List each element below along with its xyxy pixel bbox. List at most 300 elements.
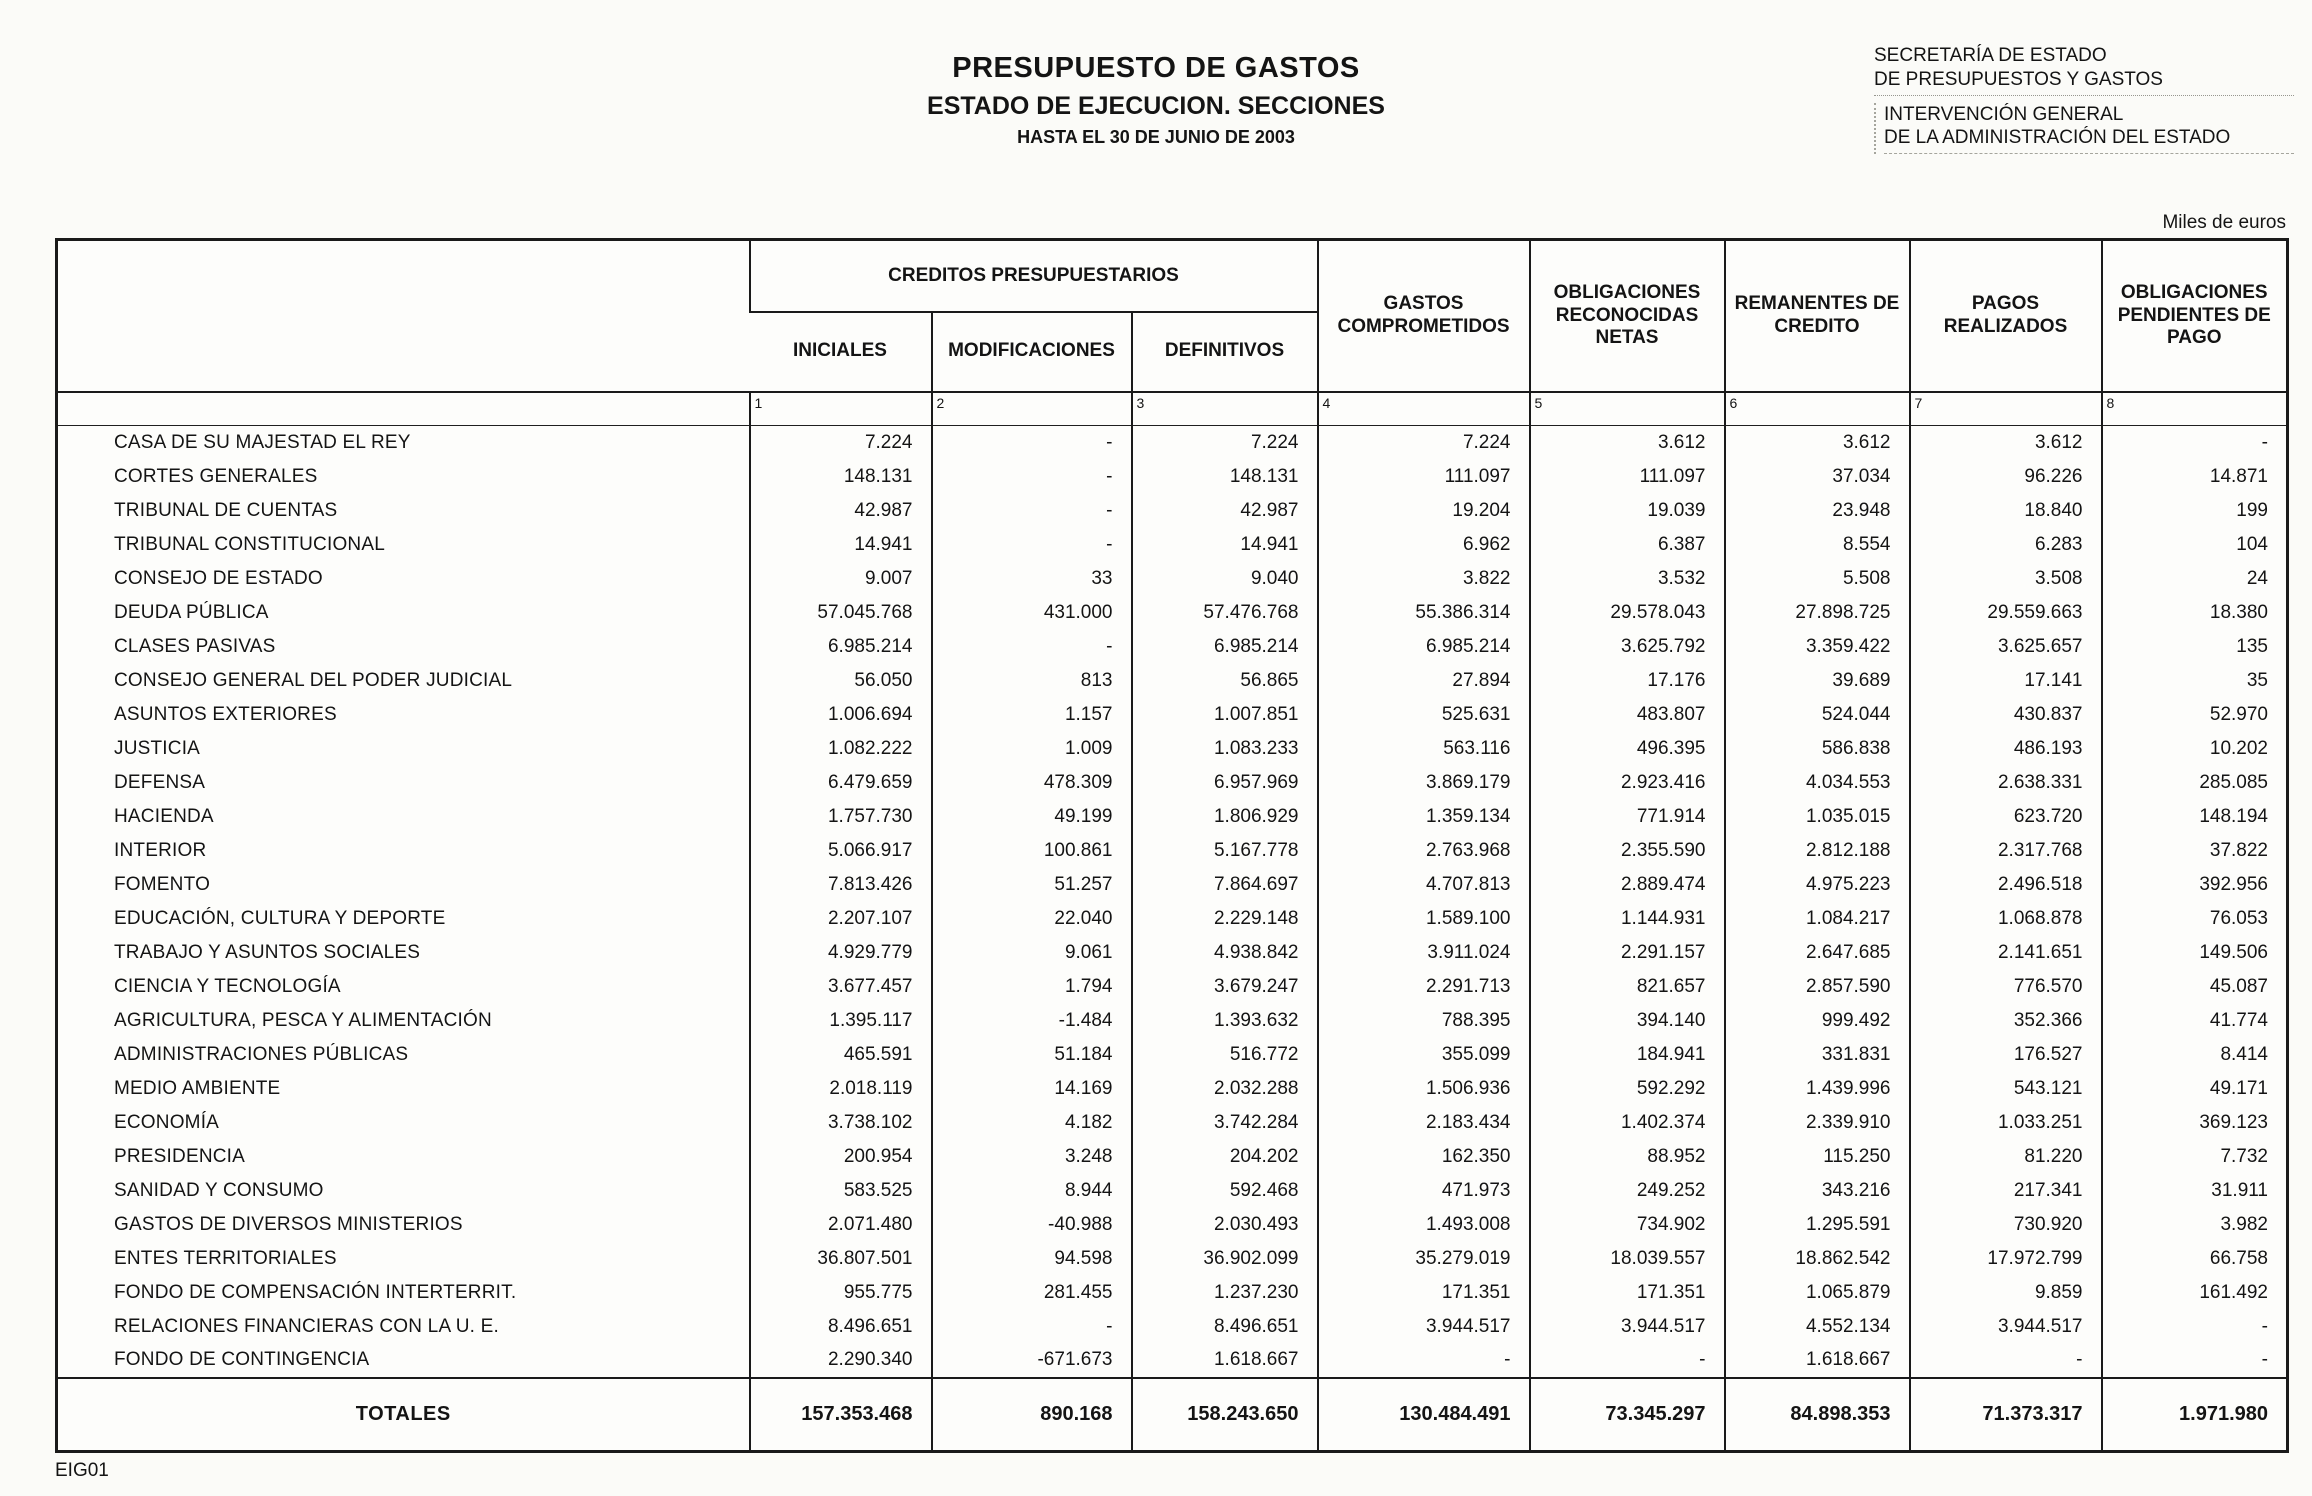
value-cell: 115.250 (1725, 1140, 1910, 1174)
value-cell: 813 (932, 664, 1132, 698)
page-title: PRESUPUESTO DE GASTOS (952, 52, 1360, 84)
value-cell: 14.941 (750, 528, 932, 562)
value-cell: 430.837 (1910, 698, 2102, 732)
table-row (57, 426, 2288, 460)
value-cell: 2.355.590 (1530, 834, 1725, 868)
table-row (57, 1276, 2288, 1310)
value-cell: 9.061 (932, 936, 1132, 970)
value-cell: 14.871 (2102, 460, 2288, 494)
value-cell: 4.034.553 (1725, 766, 1910, 800)
value-cell: - (2102, 426, 2288, 460)
value-cell: 369.123 (2102, 1106, 2288, 1140)
totals-value: 73.345.297 (1530, 1378, 1725, 1452)
value-cell: 35 (2102, 664, 2288, 698)
value-cell: 3.911.024 (1318, 936, 1530, 970)
section-name: CONSEJO DE ESTADO (114, 567, 323, 589)
value-cell: 148.131 (750, 460, 932, 494)
table-row (57, 562, 2288, 596)
value-cell: 394.140 (1530, 1004, 1725, 1038)
section-name: TRIBUNAL DE CUENTAS (114, 499, 338, 521)
value-cell: - (1318, 1344, 1530, 1378)
value-cell: 176.527 (1910, 1038, 2102, 1072)
value-cell: 96.226 (1910, 460, 2102, 494)
value-cell: 3.612 (1530, 426, 1725, 460)
value-cell: 999.492 (1725, 1004, 1910, 1038)
value-cell: 1.007.851 (1132, 698, 1318, 732)
value-cell: 4.182 (932, 1106, 1132, 1140)
value-cell: 6.985.214 (1318, 630, 1530, 664)
value-cell: - (932, 528, 1132, 562)
column-number: 3 (1132, 392, 1318, 426)
value-cell: 734.902 (1530, 1208, 1725, 1242)
value-cell: 2.291.157 (1530, 936, 1725, 970)
value-cell: 2.317.768 (1910, 834, 2102, 868)
value-cell: 623.720 (1910, 800, 2102, 834)
value-cell: 29.559.663 (1910, 596, 2102, 630)
value-cell: 57.476.768 (1132, 596, 1318, 630)
value-cell: 5.167.778 (1132, 834, 1318, 868)
value-cell: 730.920 (1910, 1208, 2102, 1242)
value-cell: - (932, 1310, 1132, 1344)
value-cell: 9.040 (1132, 562, 1318, 596)
value-cell: 955.775 (750, 1276, 932, 1310)
value-cell: 217.341 (1910, 1174, 2102, 1208)
value-cell: 35.279.019 (1318, 1242, 1530, 1276)
value-cell: 249.252 (1530, 1174, 1725, 1208)
value-cell: 821.657 (1530, 970, 1725, 1004)
table-body (57, 426, 2288, 1378)
value-cell: 27.894 (1318, 664, 1530, 698)
value-cell: 3.944.517 (1318, 1310, 1530, 1344)
value-cell: 1.618.667 (1132, 1344, 1318, 1378)
section-name: PRESIDENCIA (114, 1145, 246, 1167)
value-cell: 17.176 (1530, 664, 1725, 698)
value-cell: 471.973 (1318, 1174, 1530, 1208)
header-group-row (57, 240, 2288, 312)
value-cell: 3.982 (2102, 1208, 2288, 1242)
section-name: FOMENTO (114, 873, 211, 895)
value-cell: 285.085 (2102, 766, 2288, 800)
value-cell: 355.099 (1318, 1038, 1530, 1072)
value-cell: 3.738.102 (750, 1106, 932, 1140)
column-number: 2 (932, 392, 1132, 426)
value-cell: 3.248 (932, 1140, 1132, 1174)
value-cell: 37.822 (2102, 834, 2288, 868)
section-name: TRIBUNAL CONSTITUCIONAL (114, 533, 385, 555)
value-cell: 7.864.697 (1132, 868, 1318, 902)
agency-line-1: SECRETARÍA DE ESTADO (1874, 45, 2107, 66)
table-row (57, 494, 2288, 528)
value-cell: 148.194 (2102, 800, 2288, 834)
value-cell: 1.009 (932, 732, 1132, 766)
value-cell: 184.941 (1530, 1038, 1725, 1072)
section-name: CONSEJO GENERAL DEL PODER JUDICIAL (114, 669, 513, 691)
value-cell: 18.380 (2102, 596, 2288, 630)
value-cell: 483.807 (1530, 698, 1725, 732)
table-row (57, 1072, 2288, 1106)
value-cell: 18.840 (1910, 494, 2102, 528)
value-cell: 1.144.931 (1530, 902, 1725, 936)
section-column-header (57, 240, 750, 392)
value-cell: 7.224 (1318, 426, 1530, 460)
value-cell: 2.229.148 (1132, 902, 1318, 936)
table-row (57, 630, 2288, 664)
table-row (57, 596, 2288, 630)
agency-sub-block (1874, 103, 2294, 155)
value-cell: 1.794 (932, 970, 1132, 1004)
table-row (57, 664, 2288, 698)
value-cell: 6.957.969 (1132, 766, 1318, 800)
value-cell: 204.202 (1132, 1140, 1318, 1174)
column-header-definitivos: DEFINITIVOS (1132, 312, 1318, 392)
value-cell: 9.007 (750, 562, 932, 596)
value-cell: 543.121 (1910, 1072, 2102, 1106)
value-cell: 51.257 (932, 868, 1132, 902)
value-cell: 4.929.779 (750, 936, 932, 970)
table-row (57, 1208, 2288, 1242)
value-cell: 200.954 (750, 1140, 932, 1174)
value-cell: 1.083.233 (1132, 732, 1318, 766)
value-cell: 3.677.457 (750, 970, 932, 1004)
value-cell: 56.865 (1132, 664, 1318, 698)
column-header-modificaciones: MODIFICACIONES (932, 312, 1132, 392)
value-cell: 4.938.842 (1132, 936, 1318, 970)
section-name: CLASES PASIVAS (114, 635, 276, 657)
section-name: ECONOMÍA (114, 1111, 220, 1133)
value-cell: 111.097 (1530, 460, 1725, 494)
page-subtitle: ESTADO DE EJECUCION. SECCIONES (927, 92, 1385, 120)
value-cell: 496.395 (1530, 732, 1725, 766)
value-cell: 6.283 (1910, 528, 2102, 562)
value-cell: 2.923.416 (1530, 766, 1725, 800)
value-cell: 2.889.474 (1530, 868, 1725, 902)
value-cell: 352.366 (1910, 1004, 2102, 1038)
column-number-row (57, 392, 2288, 426)
table-row (57, 698, 2288, 732)
value-cell: 36.807.501 (750, 1242, 932, 1276)
value-cell: 1.757.730 (750, 800, 932, 834)
value-cell: 29.578.043 (1530, 596, 1725, 630)
value-cell: 4.707.813 (1318, 868, 1530, 902)
column-header-iniciales: INICIALES (750, 312, 932, 392)
value-cell: 1.084.217 (1725, 902, 1910, 936)
totals-value: 158.243.650 (1132, 1378, 1318, 1452)
value-cell: 2.071.480 (750, 1208, 932, 1242)
table-row (57, 1174, 2288, 1208)
value-cell: 161.492 (2102, 1276, 2288, 1310)
value-cell: 2.763.968 (1318, 834, 1530, 868)
value-cell: 57.045.768 (750, 596, 932, 630)
value-cell: 1.589.100 (1318, 902, 1530, 936)
value-cell: - (932, 460, 1132, 494)
value-cell: 583.525 (750, 1174, 932, 1208)
value-cell: 7.224 (1132, 426, 1318, 460)
column-header-gastos-comprometidos: GASTOS COMPROMETIDOS (1318, 240, 1530, 392)
value-cell: 1.295.591 (1725, 1208, 1910, 1242)
value-cell: 94.598 (932, 1242, 1132, 1276)
value-cell: 3.625.792 (1530, 630, 1725, 664)
value-cell: 171.351 (1318, 1276, 1530, 1310)
value-cell: 2.647.685 (1725, 936, 1910, 970)
value-cell: 9.859 (1910, 1276, 2102, 1310)
value-cell: 10.202 (2102, 732, 2288, 766)
column-header-obligaciones-pendientes: OBLIGACIONES PENDIENTES DE PAGO (2102, 240, 2288, 392)
totals-value: 890.168 (932, 1378, 1132, 1452)
section-name: ASUNTOS EXTERIORES (114, 703, 337, 725)
totals-value: 71.373.317 (1910, 1378, 2102, 1452)
column-header-remanentes: REMANENTES DE CREDITO (1725, 240, 1910, 392)
value-cell: 39.689 (1725, 664, 1910, 698)
section-name: AGRICULTURA, PESCA Y ALIMENTACIÓN (114, 1009, 492, 1031)
value-cell: 3.625.657 (1910, 630, 2102, 664)
value-cell: 14.941 (1132, 528, 1318, 562)
value-cell: 3.944.517 (1530, 1310, 1725, 1344)
section-name: GASTOS DE DIVERSOS MINISTERIOS (114, 1213, 463, 1235)
value-cell: 1.393.632 (1132, 1004, 1318, 1038)
section-name: CASA DE SU MAJESTAD EL REY (114, 431, 411, 453)
value-cell: 1.618.667 (1725, 1344, 1910, 1378)
totals-value: 157.353.468 (750, 1378, 932, 1452)
budget-table (55, 238, 2289, 1453)
value-cell: - (2102, 1310, 2288, 1344)
value-cell: 22.040 (932, 902, 1132, 936)
section-name: ENTES TERRITORIALES (114, 1247, 337, 1269)
value-cell: 31.911 (2102, 1174, 2288, 1208)
value-cell: 8.496.651 (750, 1310, 932, 1344)
value-cell: 2.032.288 (1132, 1072, 1318, 1106)
table-row (57, 936, 2288, 970)
table-row (57, 970, 2288, 1004)
totals-row (57, 1378, 2288, 1452)
totals-value: 130.484.491 (1318, 1378, 1530, 1452)
section-name: TRABAJO Y ASUNTOS SOCIALES (114, 941, 421, 963)
value-cell: - (932, 494, 1132, 528)
value-cell: 135 (2102, 630, 2288, 664)
value-cell: 3.822 (1318, 562, 1530, 596)
section-name: CORTES GENERALES (114, 465, 318, 487)
section-name: INTERIOR (114, 839, 207, 861)
table-row (57, 460, 2288, 494)
value-cell: 1.506.936 (1318, 1072, 1530, 1106)
value-cell: 1.359.134 (1318, 800, 1530, 834)
value-cell: 4.552.134 (1725, 1310, 1910, 1344)
table-row (57, 1140, 2288, 1174)
value-cell: 6.962 (1318, 528, 1530, 562)
table-row (57, 1344, 2288, 1378)
title-block (656, 52, 1656, 148)
value-cell: 1.068.878 (1910, 902, 2102, 936)
value-cell: 525.631 (1318, 698, 1530, 732)
value-cell: 2.857.590 (1725, 970, 1910, 1004)
value-cell: 1.493.008 (1318, 1208, 1530, 1242)
value-cell: 7.732 (2102, 1140, 2288, 1174)
value-cell: 5.066.917 (750, 834, 932, 868)
column-number: 7 (1910, 392, 2102, 426)
value-cell: 2.638.331 (1910, 766, 2102, 800)
value-cell: 3.944.517 (1910, 1310, 2102, 1344)
value-cell: 51.184 (932, 1038, 1132, 1072)
agency-line-3: INTERVENCIÓN GENERAL (1884, 103, 2124, 125)
table-row (57, 834, 2288, 868)
value-cell: 788.395 (1318, 1004, 1530, 1038)
value-cell: 19.039 (1530, 494, 1725, 528)
value-cell: 3.612 (1725, 426, 1910, 460)
value-cell: 27.898.725 (1725, 596, 1910, 630)
value-cell: 33 (932, 562, 1132, 596)
value-cell: 3.742.284 (1132, 1106, 1318, 1140)
value-cell: 111.097 (1318, 460, 1530, 494)
value-cell: 2.018.119 (750, 1072, 932, 1106)
value-cell: 1.033.251 (1910, 1106, 2102, 1140)
value-cell: 42.987 (750, 494, 932, 528)
table-row (57, 732, 2288, 766)
section-name: CIENCIA Y TECNOLOGÍA (114, 975, 341, 997)
section-name: RELACIONES FINANCIERAS CON LA U. E. (114, 1315, 499, 1337)
value-cell: -671.673 (932, 1344, 1132, 1378)
value-cell: 6.387 (1530, 528, 1725, 562)
value-cell: 49.171 (2102, 1072, 2288, 1106)
value-cell: 8.554 (1725, 528, 1910, 562)
value-cell: 1.402.374 (1530, 1106, 1725, 1140)
value-cell: 2.339.910 (1725, 1106, 1910, 1140)
value-cell: 1.237.230 (1132, 1276, 1318, 1310)
section-name: FONDO DE CONTINGENCIA (114, 1349, 370, 1370)
value-cell: 81.220 (1910, 1140, 2102, 1174)
value-cell: 8.414 (2102, 1038, 2288, 1072)
column-number: 5 (1530, 392, 1725, 426)
value-cell: 2.291.713 (1318, 970, 1530, 1004)
value-cell: 3.869.179 (1318, 766, 1530, 800)
section-name: DEFENSA (114, 771, 206, 793)
value-cell: 18.862.542 (1725, 1242, 1910, 1276)
value-cell: 1.006.694 (750, 698, 932, 732)
value-cell: 478.309 (932, 766, 1132, 800)
value-cell: 2.290.340 (750, 1344, 932, 1378)
column-number-blank (57, 392, 750, 426)
totals-label: TOTALES (57, 1378, 750, 1452)
value-cell: 563.116 (1318, 732, 1530, 766)
value-cell: 5.508 (1725, 562, 1910, 596)
section-name: SANIDAD Y CONSUMO (114, 1179, 324, 1201)
value-cell: 281.455 (932, 1276, 1132, 1310)
value-cell: 8.496.651 (1132, 1310, 1318, 1344)
value-cell: - (932, 630, 1132, 664)
table-row (57, 1004, 2288, 1038)
column-number: 4 (1318, 392, 1530, 426)
form-code: EIG01 (55, 1460, 109, 1481)
value-cell: 1.439.996 (1725, 1072, 1910, 1106)
table-row (57, 528, 2288, 562)
value-cell: 1.395.117 (750, 1004, 932, 1038)
value-cell: 104 (2102, 528, 2288, 562)
value-cell: 8.944 (932, 1174, 1132, 1208)
value-cell: 199 (2102, 494, 2288, 528)
value-cell: 52.970 (2102, 698, 2288, 732)
table-row (57, 1242, 2288, 1276)
value-cell: 41.774 (2102, 1004, 2288, 1038)
value-cell: 3.359.422 (1725, 630, 1910, 664)
value-cell: 465.591 (750, 1038, 932, 1072)
agency-line-4: DE LA ADMINISTRACIÓN DEL ESTADO (1884, 126, 2294, 154)
value-cell: 36.902.099 (1132, 1242, 1318, 1276)
value-cell: 1.065.879 (1725, 1276, 1910, 1310)
section-name: ADMINISTRACIONES PÚBLICAS (114, 1043, 409, 1065)
value-cell: 1.082.222 (750, 732, 932, 766)
value-cell: 18.039.557 (1530, 1242, 1725, 1276)
value-cell: 6.479.659 (750, 766, 932, 800)
value-cell: 55.386.314 (1318, 596, 1530, 630)
section-name: DEUDA PÚBLICA (114, 601, 269, 623)
value-cell: 7.224 (750, 426, 932, 460)
value-cell: 6.985.214 (1132, 630, 1318, 664)
value-cell: 2.207.107 (750, 902, 932, 936)
value-cell: - (2102, 1344, 2288, 1378)
column-number: 8 (2102, 392, 2288, 426)
value-cell: -40.988 (932, 1208, 1132, 1242)
value-cell: 171.351 (1530, 1276, 1725, 1310)
table-row (57, 1106, 2288, 1140)
value-cell: 392.956 (2102, 868, 2288, 902)
value-cell: 3.612 (1910, 426, 2102, 460)
column-header-pagos-realizados: PAGOS REALIZADOS (1910, 240, 2102, 392)
column-number: 1 (750, 392, 932, 426)
value-cell: 1.157 (932, 698, 1132, 732)
value-cell: 42.987 (1132, 494, 1318, 528)
value-cell: 524.044 (1725, 698, 1910, 732)
value-cell: 776.570 (1910, 970, 2102, 1004)
value-cell: 486.193 (1910, 732, 2102, 766)
totals-value: 1.971.980 (2102, 1378, 2288, 1452)
value-cell: 17.972.799 (1910, 1242, 2102, 1276)
table-row (57, 766, 2288, 800)
value-cell: 149.506 (2102, 936, 2288, 970)
value-cell: 2.141.651 (1910, 936, 2102, 970)
value-cell: 331.831 (1725, 1038, 1910, 1072)
value-cell: 66.758 (2102, 1242, 2288, 1276)
value-cell: 17.141 (1910, 664, 2102, 698)
totals-value: 84.898.353 (1725, 1378, 1910, 1452)
value-cell: 592.292 (1530, 1072, 1725, 1106)
value-cell: 3.679.247 (1132, 970, 1318, 1004)
agency-block (1874, 44, 2294, 154)
units-label: Miles de euros (2162, 212, 2286, 233)
table-row (57, 902, 2288, 936)
value-cell: 88.952 (1530, 1140, 1725, 1174)
value-cell: 76.053 (2102, 902, 2288, 936)
value-cell: 56.050 (750, 664, 932, 698)
value-cell: 516.772 (1132, 1038, 1318, 1072)
value-cell: 2.183.434 (1318, 1106, 1530, 1140)
value-cell: 592.468 (1132, 1174, 1318, 1208)
value-cell: 162.350 (1318, 1140, 1530, 1174)
value-cell: - (1910, 1344, 2102, 1378)
value-cell: 431.000 (932, 596, 1132, 630)
value-cell: 49.199 (932, 800, 1132, 834)
table-row (57, 800, 2288, 834)
value-cell: 24 (2102, 562, 2288, 596)
value-cell: - (932, 426, 1132, 460)
value-cell: 6.985.214 (750, 630, 932, 664)
value-cell: 771.914 (1530, 800, 1725, 834)
value-cell: 100.861 (932, 834, 1132, 868)
column-number: 6 (1725, 392, 1910, 426)
value-cell: 7.813.426 (750, 868, 932, 902)
value-cell: 3.508 (1910, 562, 2102, 596)
section-name: JUSTICIA (114, 737, 201, 759)
agency-line-2: DE PRESUPUESTOS Y GASTOS (1874, 68, 2294, 96)
section-name: MEDIO AMBIENTE (114, 1077, 281, 1099)
value-cell: 3.532 (1530, 562, 1725, 596)
